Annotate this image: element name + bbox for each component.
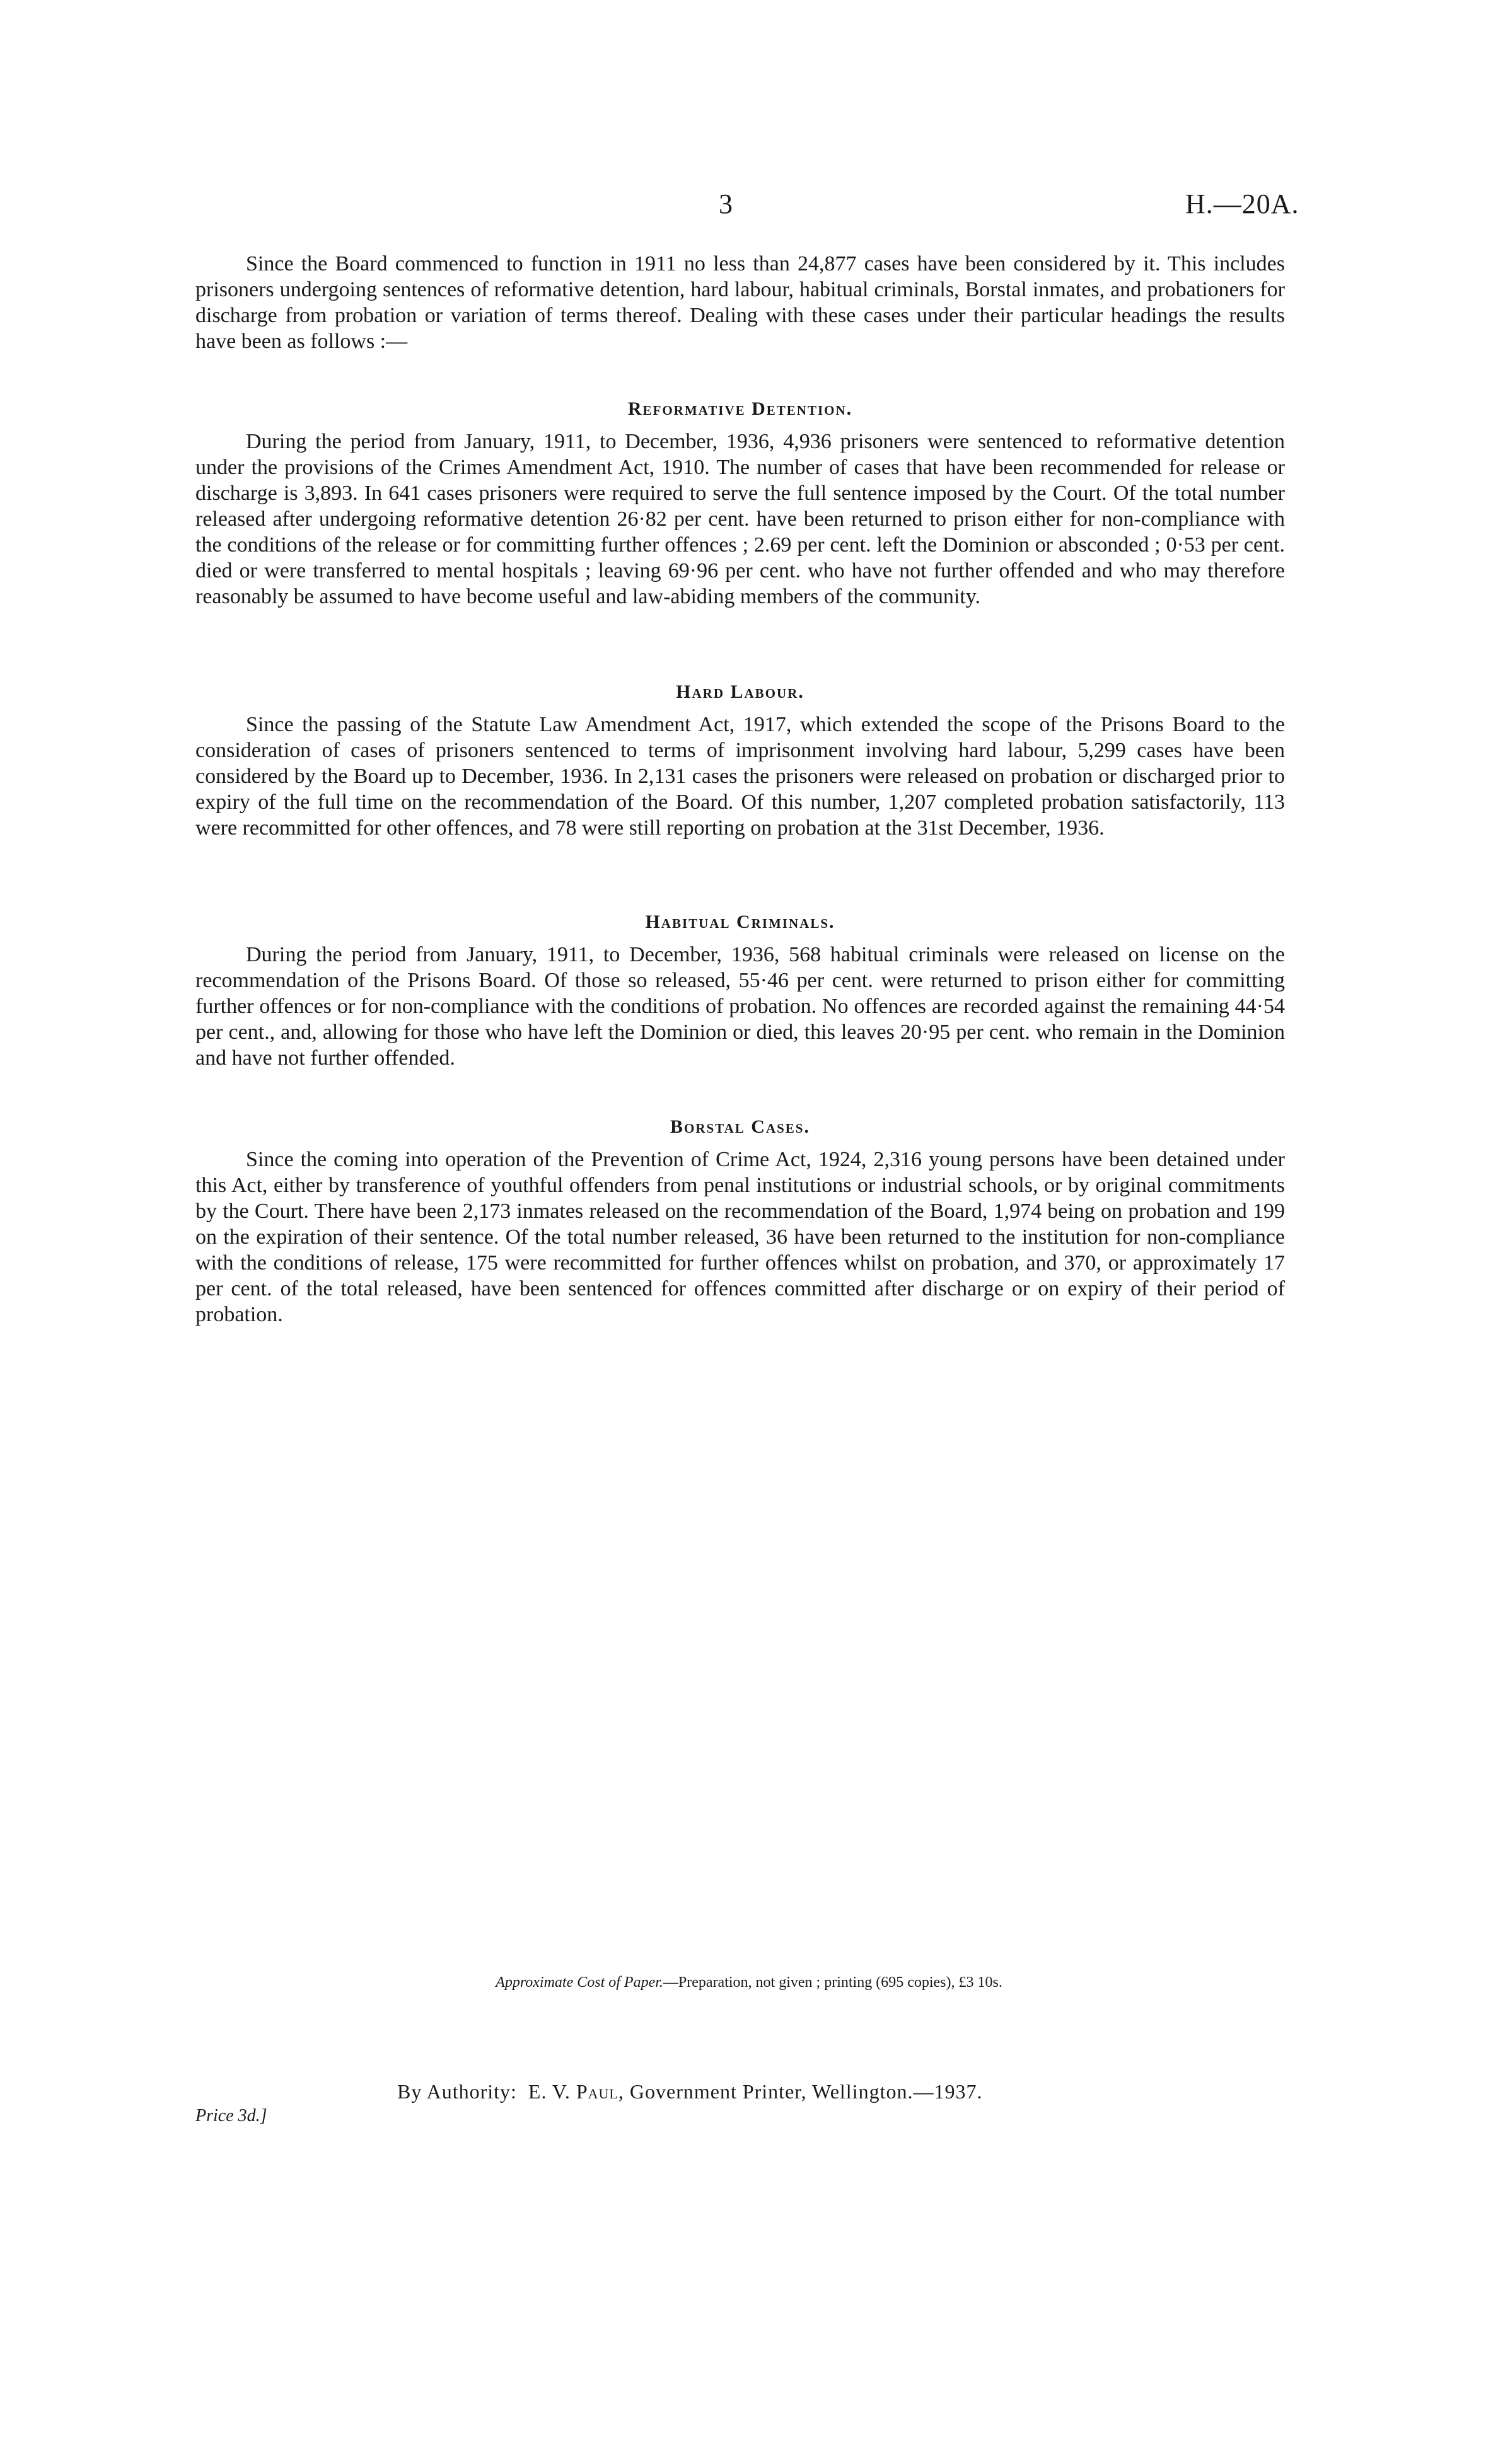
price-label: Price 3d.] xyxy=(195,2106,267,2126)
cost-label: Approximate Cost of Paper. xyxy=(496,1974,663,1991)
authority-prefix: By Authority: xyxy=(397,2080,517,2103)
paragraph-hard-labour: Since the passing of the Statute Law Amendment Act, 1917, which extended the scope of the Prisons Board to the consideration of cases of prisoners sentenced to terms of imprisonment involving hard labour, 5,299 cases have been considered by the Board up to December, 1936. In 2,131 cases the prisoners were released on probation or discharged prior to expiry of the full time on the recommendation of the Board. Of this number, 1,207 completed probation satisfactorily, 113 were recommitted for other offences, and 78 were still reporting on probation at the 31st December, 1936. xyxy=(195,713,1285,840)
authority-suffix: Government Printer, Wellington.—1937. xyxy=(629,2080,983,2103)
heading-hard-labour: Hard Labour. xyxy=(676,681,804,702)
paragraph-borstal-cases: Since the coming into operation of the Prevention of Crime Act, 1924, 2,316 young persons have been detained under this Act, either by transference of youthful offenders from penal institutions or industrial schools, or by original commitments by the Court. There have been 2,173 inmates released on the recommendation of the Board, 1,974 being on probation and 199 on the expiration of their sentence. Of the total number released, 36 have been returned to the institution for non-compliance with the conditions of release, 175 were recommitted for further offences whilst on probation, and 370, or approximately 17 per cent. of the total released, have been sentenced for offences committed after discharge or on expiry of their period of probation. xyxy=(195,1148,1285,1326)
paragraph-habitual-criminals: During the period from January, 1911, to December, 1936, 568 habitual criminals were released on license on the recommendation of the Prisons Board. Of those so released, 55·46 per cent. were returned to prison either for committing further offences or for non-compliance with the conditions of probation. No offences are recorded against the remaining 44·54 per cent., and, allowing for those who have left the Dominion or died, this leaves 20·95 per cent. who remain in the Dominion and have not further offended. xyxy=(195,943,1285,1070)
heading-reformative-detention: Reformative Detention. xyxy=(627,398,853,419)
page-number: 3 xyxy=(719,188,733,219)
authority-line xyxy=(397,2080,982,2103)
intro-paragraph: Since the Board commenced to function in 1911 no less than 24,877 cases have been considered by it. This includes prisoners undergoing sentences of reformative detention, hard labour, habitual criminals, Borstal inmates, and probationers for discharge from probation or variation of terms thereof. Dealing with these cases under their particular headings the results have been as follows :— xyxy=(195,252,1285,353)
paper-code: H.—20A. xyxy=(1185,188,1299,219)
heading-borstal-cases: Borstal Cases. xyxy=(670,1116,810,1137)
heading-habitual-criminals: Habitual Criminals. xyxy=(645,911,835,932)
printer-name: E. V. Paul, xyxy=(528,2080,624,2103)
paragraph-reformative-detention: During the period from January, 1911, to December, 1936, 4,936 prisoners were sentenced to reformative detention under the provisions of the Crimes Amendment Act, 1910. The number of cases that have been recommended for release or discharge is 3,893. In 641 cases prisoners were required to serve the full sentence imposed by the Court. Of the total number released after undergoing reformative detention 26·82 per cent. have been returned to prison either for non-compliance with the conditions of the release or for committing further offences ; 2.69 per cent. left the Dominion or absconded ; 0·53 per cent. died or were transferred to mental hospitals ; leaving 69·96 per cent. who have not further offended and who may therefore reasonably be assumed to have become useful and law-abiding members of the community. xyxy=(195,430,1285,608)
cost-of-paper-line xyxy=(0,1974,1498,1991)
cost-text: —Preparation, not given ; printing (695 copies), £3 10s. xyxy=(663,1974,1002,1991)
